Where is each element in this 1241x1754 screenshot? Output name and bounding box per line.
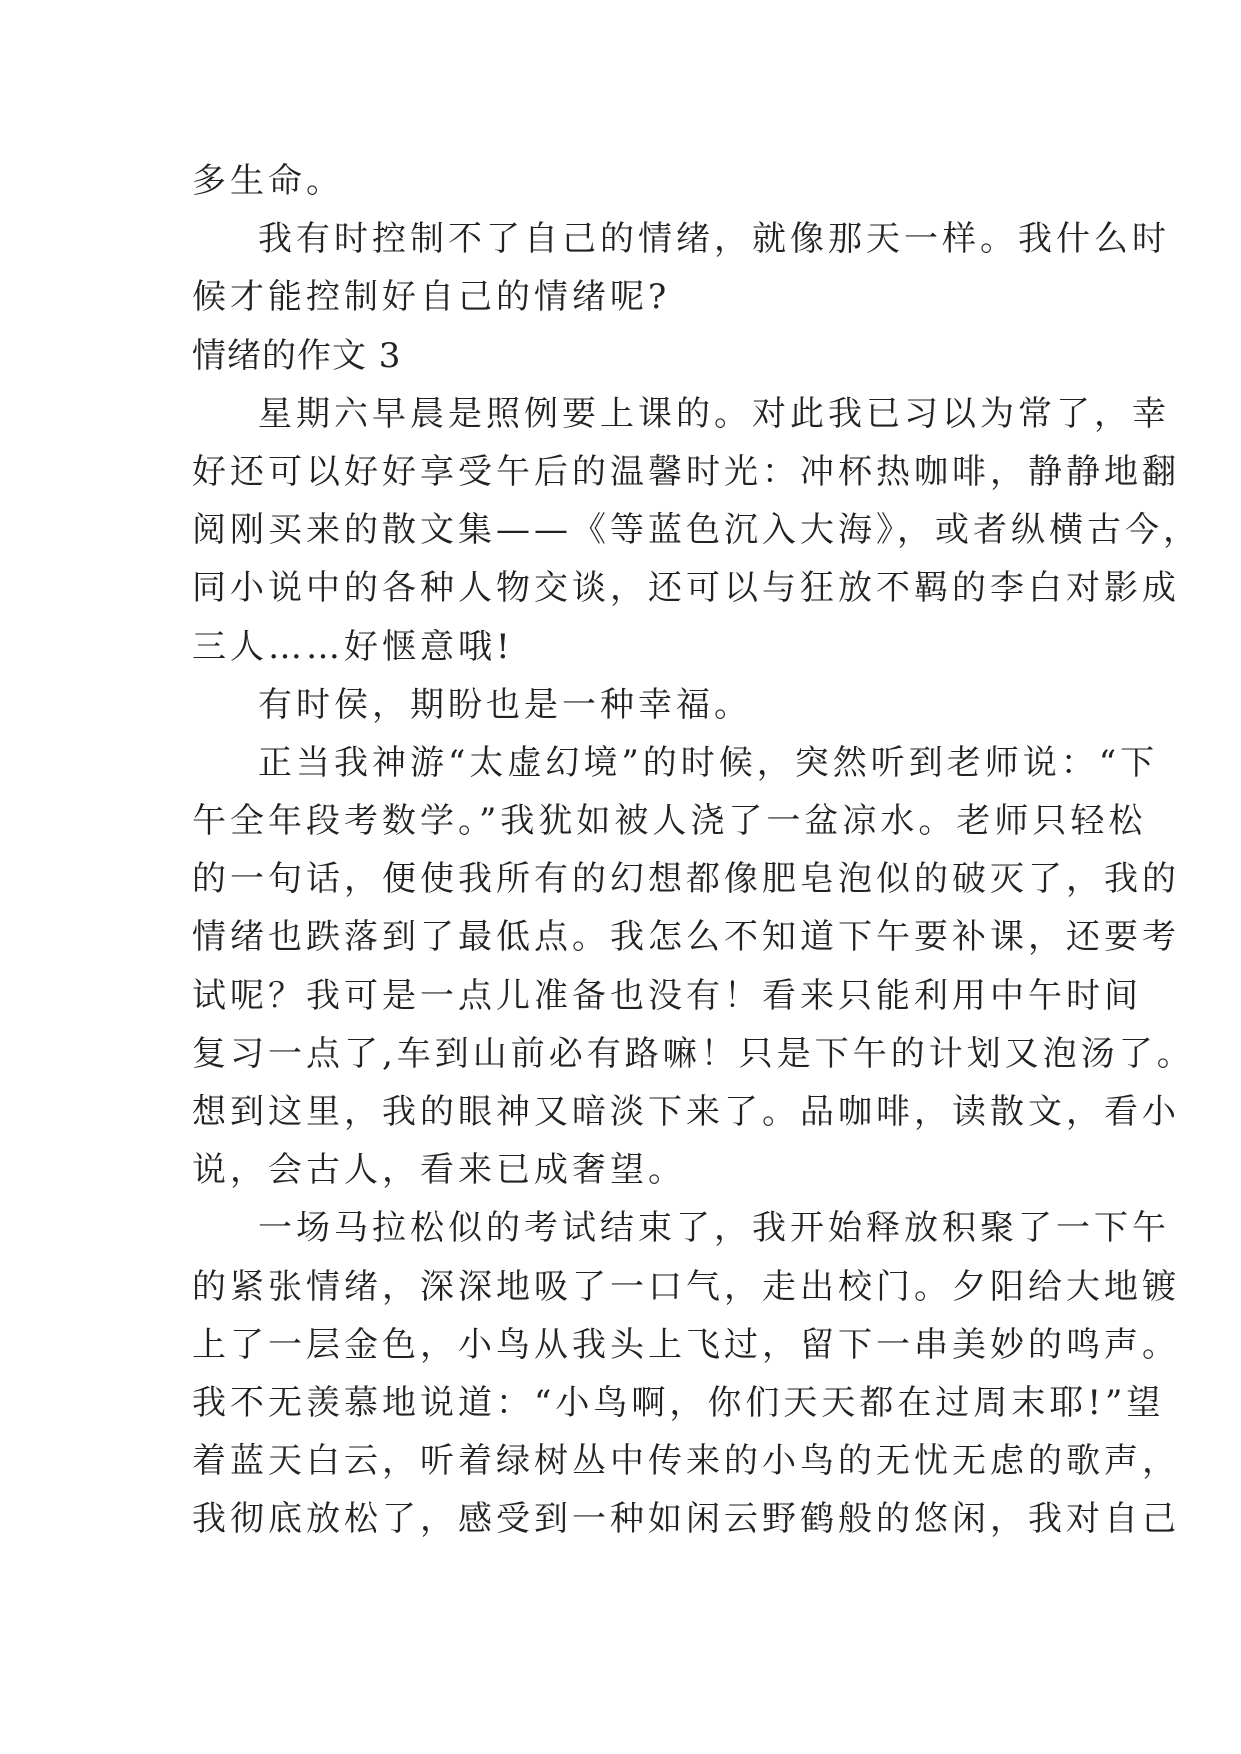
text-line: 想到这里，我的眼神又暗淡下来了。品咖啡，读散文，看小 xyxy=(192,1092,1180,1132)
text-line: 三人……好惬意哦! xyxy=(192,626,514,667)
text-line: 着蓝天白云，听着绿树丛中传来的小鸟的无忧无虑的歌声， xyxy=(192,1441,1180,1482)
text-line: 好还可以好好享受午后的温馨时光：冲杯热咖啡，静静地翻 xyxy=(192,451,1180,492)
text-line: 复习一点了,车到山前必有路嘛！只是下午的计划又泡汤了。 xyxy=(192,1033,1195,1074)
paragraph-start: 有时侯，期盼也是一种幸福。 xyxy=(258,684,752,725)
paragraph-start: 正当我神游“太虚幻境”的时候，突然听到老师说：“下 xyxy=(258,742,1159,783)
text-line: 情绪也跌落到了最低点。我怎么不知道下午要补课，还要考 xyxy=(192,917,1180,958)
section-heading: 情绪的作文 3 xyxy=(192,335,402,376)
paragraph-start: 星期六早晨是照例要上课的。对此我已习以为常了，幸 xyxy=(258,393,1170,434)
text-line: 我不无羡慕地说道：“小鸟啊，你们天天都在过周末耶!”望 xyxy=(192,1382,1165,1423)
text-line: 多生命。 xyxy=(192,161,344,201)
text-line: 午全年段考数学。”我犹如被人浇了一盆凉水。老师只轻松 xyxy=(192,801,1147,842)
text-line: 试呢？我可是一点儿准备也没有！看来只能利用中午时间 xyxy=(192,975,1142,1016)
text-line: 候才能控制好自己的情绪呢? xyxy=(192,277,671,318)
text-line: 的紧张情绪，深深地吸了一口气，走出校门。夕阳给大地镀 xyxy=(192,1266,1180,1307)
text-line: 说，会古人，看来已成奢望。 xyxy=(192,1150,686,1191)
text-line: 我彻底放松了，感受到一种如闲云野鹤般的悠闲，我对自己 xyxy=(192,1499,1180,1540)
text-line: 的一句话，便使我所有的幻想都像肥皂泡似的破灭了，我的 xyxy=(192,859,1180,900)
paragraph-start: 一场马拉松似的考试结束了，我开始释放积聚了一下午 xyxy=(258,1208,1170,1249)
text-line: 阅刚买来的散文集——《等蓝色沉入大海》，或者纵横古今， xyxy=(192,510,1201,551)
text-line: 上了一层金色，小鸟从我头上飞过，留下一串美妙的鸣声。 xyxy=(192,1324,1180,1365)
text-line: 同小说中的各种人物交谈，还可以与狂放不羁的李白对影成 xyxy=(192,568,1180,609)
essay-body xyxy=(192,152,1201,1549)
paragraph-start: 我有时控制不了自己的情绪，就像那天一样。我什么时 xyxy=(258,219,1170,260)
